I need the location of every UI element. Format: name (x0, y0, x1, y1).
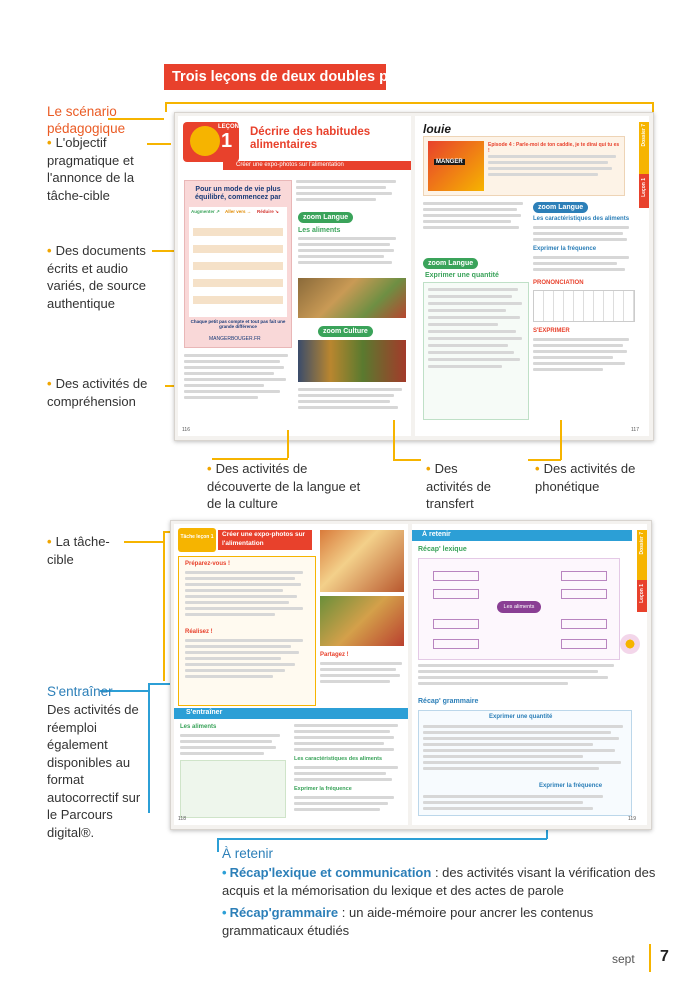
poster-footer: Chaque petit pas compte et tout pas fait une grande différence (190, 319, 286, 329)
dossier-tab-label: Dossier 7 (641, 124, 647, 147)
label-phonetique-text: Des activités de phonétique (535, 461, 636, 494)
page-footer-word: sept (612, 952, 635, 966)
sexprimer-heading: S'EXPRIMER (533, 328, 570, 334)
a-retenir-heading: À retenir (222, 846, 274, 861)
text-block (533, 338, 633, 374)
label-objectif-text: L'objectif pragmatique et l'annonce de la tâche-cible (47, 135, 135, 203)
exprimer-quantite-heading: Exprimer une quantité (425, 272, 499, 279)
sentrainer-heading: S'entraîner (186, 709, 223, 716)
shelf-photo (298, 340, 406, 382)
connector-retenir-h (217, 838, 547, 840)
label-tache-text: La tâche-cible (47, 534, 110, 567)
bullet-icon: • (207, 461, 212, 476)
sentrainer-aliments: Les aliments (180, 724, 217, 730)
lesson-number: 1 (221, 130, 233, 152)
text-block (533, 256, 633, 274)
a-retenir-item-lexique (222, 864, 662, 900)
connector-tache (124, 541, 164, 543)
flower-icon (190, 126, 220, 156)
preparer-heading: Préparez-vous ! (185, 561, 231, 567)
spread-right-page (415, 116, 649, 436)
phonetic-table (533, 290, 635, 322)
grammaire-quantite: Exprimer une quantité (489, 714, 553, 720)
lecon-tab-label-2: Leçon 1 (639, 584, 645, 603)
a-retenir-item2-bold: Récap'grammaire (229, 905, 339, 920)
connector-transfert (393, 420, 395, 460)
a-retenir-item-grammaire (222, 904, 662, 940)
sentrainer-quote-box (180, 760, 286, 818)
label-decouverte (207, 460, 367, 513)
caracteristiques-heading: Les caractéristiques des aliments (533, 216, 630, 222)
podcast-illustration (428, 141, 484, 191)
page-number-right-2: 119 (628, 816, 636, 822)
manger-badge: MANGER (436, 159, 463, 165)
label-comprehension-text: Des activités de compréhension (47, 376, 148, 409)
zoom-langue-pill: zoom Langue (298, 212, 353, 223)
activity-block (184, 354, 292, 402)
page-number-right: 117 (631, 427, 639, 433)
label-objectif (47, 134, 147, 204)
page-footer-divider (649, 944, 651, 972)
lesson-label: LEÇON (218, 124, 239, 130)
grocery-photo (298, 278, 406, 318)
page-footer-number: 7 (660, 948, 669, 965)
lexique-mindmap (418, 558, 620, 660)
label-phonetique (535, 460, 645, 495)
sentrainer-frequence: Exprimer la fréquence (294, 786, 352, 792)
lesson-subtitle: Créer une expo-photos sur l'alimentation (236, 162, 344, 168)
nutrition-poster (184, 180, 292, 348)
connector-phonetique (560, 420, 562, 460)
connector-transfert-h (393, 459, 421, 461)
label-decouverte-text: Des activités de découverte de la langue et de la culture (207, 461, 361, 511)
poster-title: Pour un mode de vie plus équilibré, commencez par (195, 186, 281, 201)
label-sentrainer-title: S'entraîner (47, 684, 113, 699)
realisez-heading: Réalisez ! (185, 629, 213, 635)
sentrainer-caracteristiques: Les caractéristiques des aliments (294, 756, 383, 762)
mindmap-center: Les aliments (497, 601, 541, 613)
label-scenario: Le scénario pédagogique (47, 104, 126, 136)
text-block (296, 180, 406, 204)
lecon-tab-label: Leçon 1 (641, 178, 647, 197)
section-banner: Trois leçons de deux doubles pages (164, 64, 386, 90)
connector-top-horizontal (165, 102, 653, 104)
connector-top-right-vertical (652, 102, 654, 112)
activity-block (423, 202, 527, 232)
poster-brand: MANGERBOUGER.FR (209, 336, 261, 342)
les-aliments-heading: Les aliments (298, 227, 341, 234)
activity-block (298, 388, 406, 412)
bullet-icon: • (535, 461, 540, 476)
poster-food-icons (193, 219, 283, 313)
grammaire-box (418, 710, 632, 816)
zoom-langue-pill-3: zoom Langue (533, 202, 588, 213)
dossier-tab-label-2: Dossier 7 (639, 532, 645, 555)
text-block (533, 226, 633, 244)
bullet-icon: • (222, 865, 227, 880)
connector-top-left-vertical (165, 102, 167, 112)
zoom-langue-pill-2: zoom Langue (423, 258, 478, 269)
a-retenir-item1-bold: Récap'lexique et communication (229, 865, 432, 880)
connector-decouverte (287, 430, 289, 458)
label-sentrainer-body: Des activités de réemploi également disponibles au format autocorrectif sur le Parcours digital®. (47, 702, 141, 840)
tache-box (178, 556, 316, 706)
louie-logo: louie (423, 122, 452, 136)
spread-left-page (178, 116, 411, 436)
poster-col-aller: Aller vers → (225, 209, 252, 214)
label-tache (47, 533, 127, 568)
prononciation-heading: PRONONCIATION (533, 280, 584, 286)
page-number-left-2: 118 (178, 816, 186, 822)
label-transfert-text: Des activités de transfert (426, 461, 492, 511)
partagez-heading: Partagez ! (320, 652, 349, 658)
textbook-spread-lesson (174, 112, 654, 441)
textbook-spread-tache (170, 520, 652, 830)
tache-badge-label: Tâche leçon 1 (180, 534, 214, 540)
recap-lexique-heading: Récap' lexique (418, 546, 467, 553)
bullet-icon: • (426, 461, 431, 476)
connector-objectif (147, 143, 171, 145)
bullet-icon: • (222, 905, 227, 920)
page-number-left: 116 (182, 427, 190, 433)
zoom-culture-pill: zoom Culture (318, 326, 373, 337)
connector-documents (152, 250, 174, 252)
tache-photo-1 (320, 530, 404, 592)
poster-col-reduire: Réduire ↘ (257, 209, 279, 214)
label-documents (47, 242, 152, 312)
label-comprehension (47, 375, 162, 410)
bullet-icon: • (47, 376, 52, 391)
flower-decoration-icon (620, 634, 640, 654)
poster-col-augmenter: Augmenter ↗ (191, 209, 220, 214)
podcast-card (423, 136, 625, 196)
a-retenir-item2-text: : un aide-mémoire pour ancrer les contenus grammaticaux étudiés (222, 905, 594, 938)
connector-tache-v (163, 531, 165, 681)
spread2-left-page (174, 524, 408, 825)
a-retenir-item1-text: : des activités visant la vérification des acquis et la mémorisation du lexique et des actes de parole (222, 865, 656, 898)
recap-grammaire-heading: Récap' grammaire (418, 698, 479, 705)
text-block (298, 237, 398, 267)
retenir-heading: À retenir (422, 531, 451, 538)
spread2-right-page (412, 524, 647, 825)
bullet-icon: • (47, 243, 52, 258)
bullet-icon: • (47, 534, 52, 549)
connector-sentrainer-v (148, 683, 150, 813)
label-transfert (426, 460, 506, 513)
tache-badge (178, 528, 216, 552)
lesson-title: Décrire des habitudes alimentaires (250, 126, 371, 151)
bullet-icon: • (47, 135, 52, 150)
label-documents-text: Des documents écrits et audio variés, de source authentique (47, 243, 146, 311)
tache-photo-2 (320, 596, 404, 646)
podcast-episode-title: Episode 4 : Parle-moi de ton caddie, je te dirai qui tu es ! (488, 142, 620, 154)
poster-columns (189, 207, 287, 317)
grammaire-frequence: Exprimer la fréquence (539, 783, 603, 789)
exprimer-frequence-heading: Exprimer la fréquence (533, 246, 597, 252)
tache-title: Créer une expo-photos sur l'alimentation (222, 531, 306, 547)
podcast-text (488, 155, 618, 179)
grammar-box (423, 282, 529, 420)
connector-retenir-v (217, 838, 219, 852)
